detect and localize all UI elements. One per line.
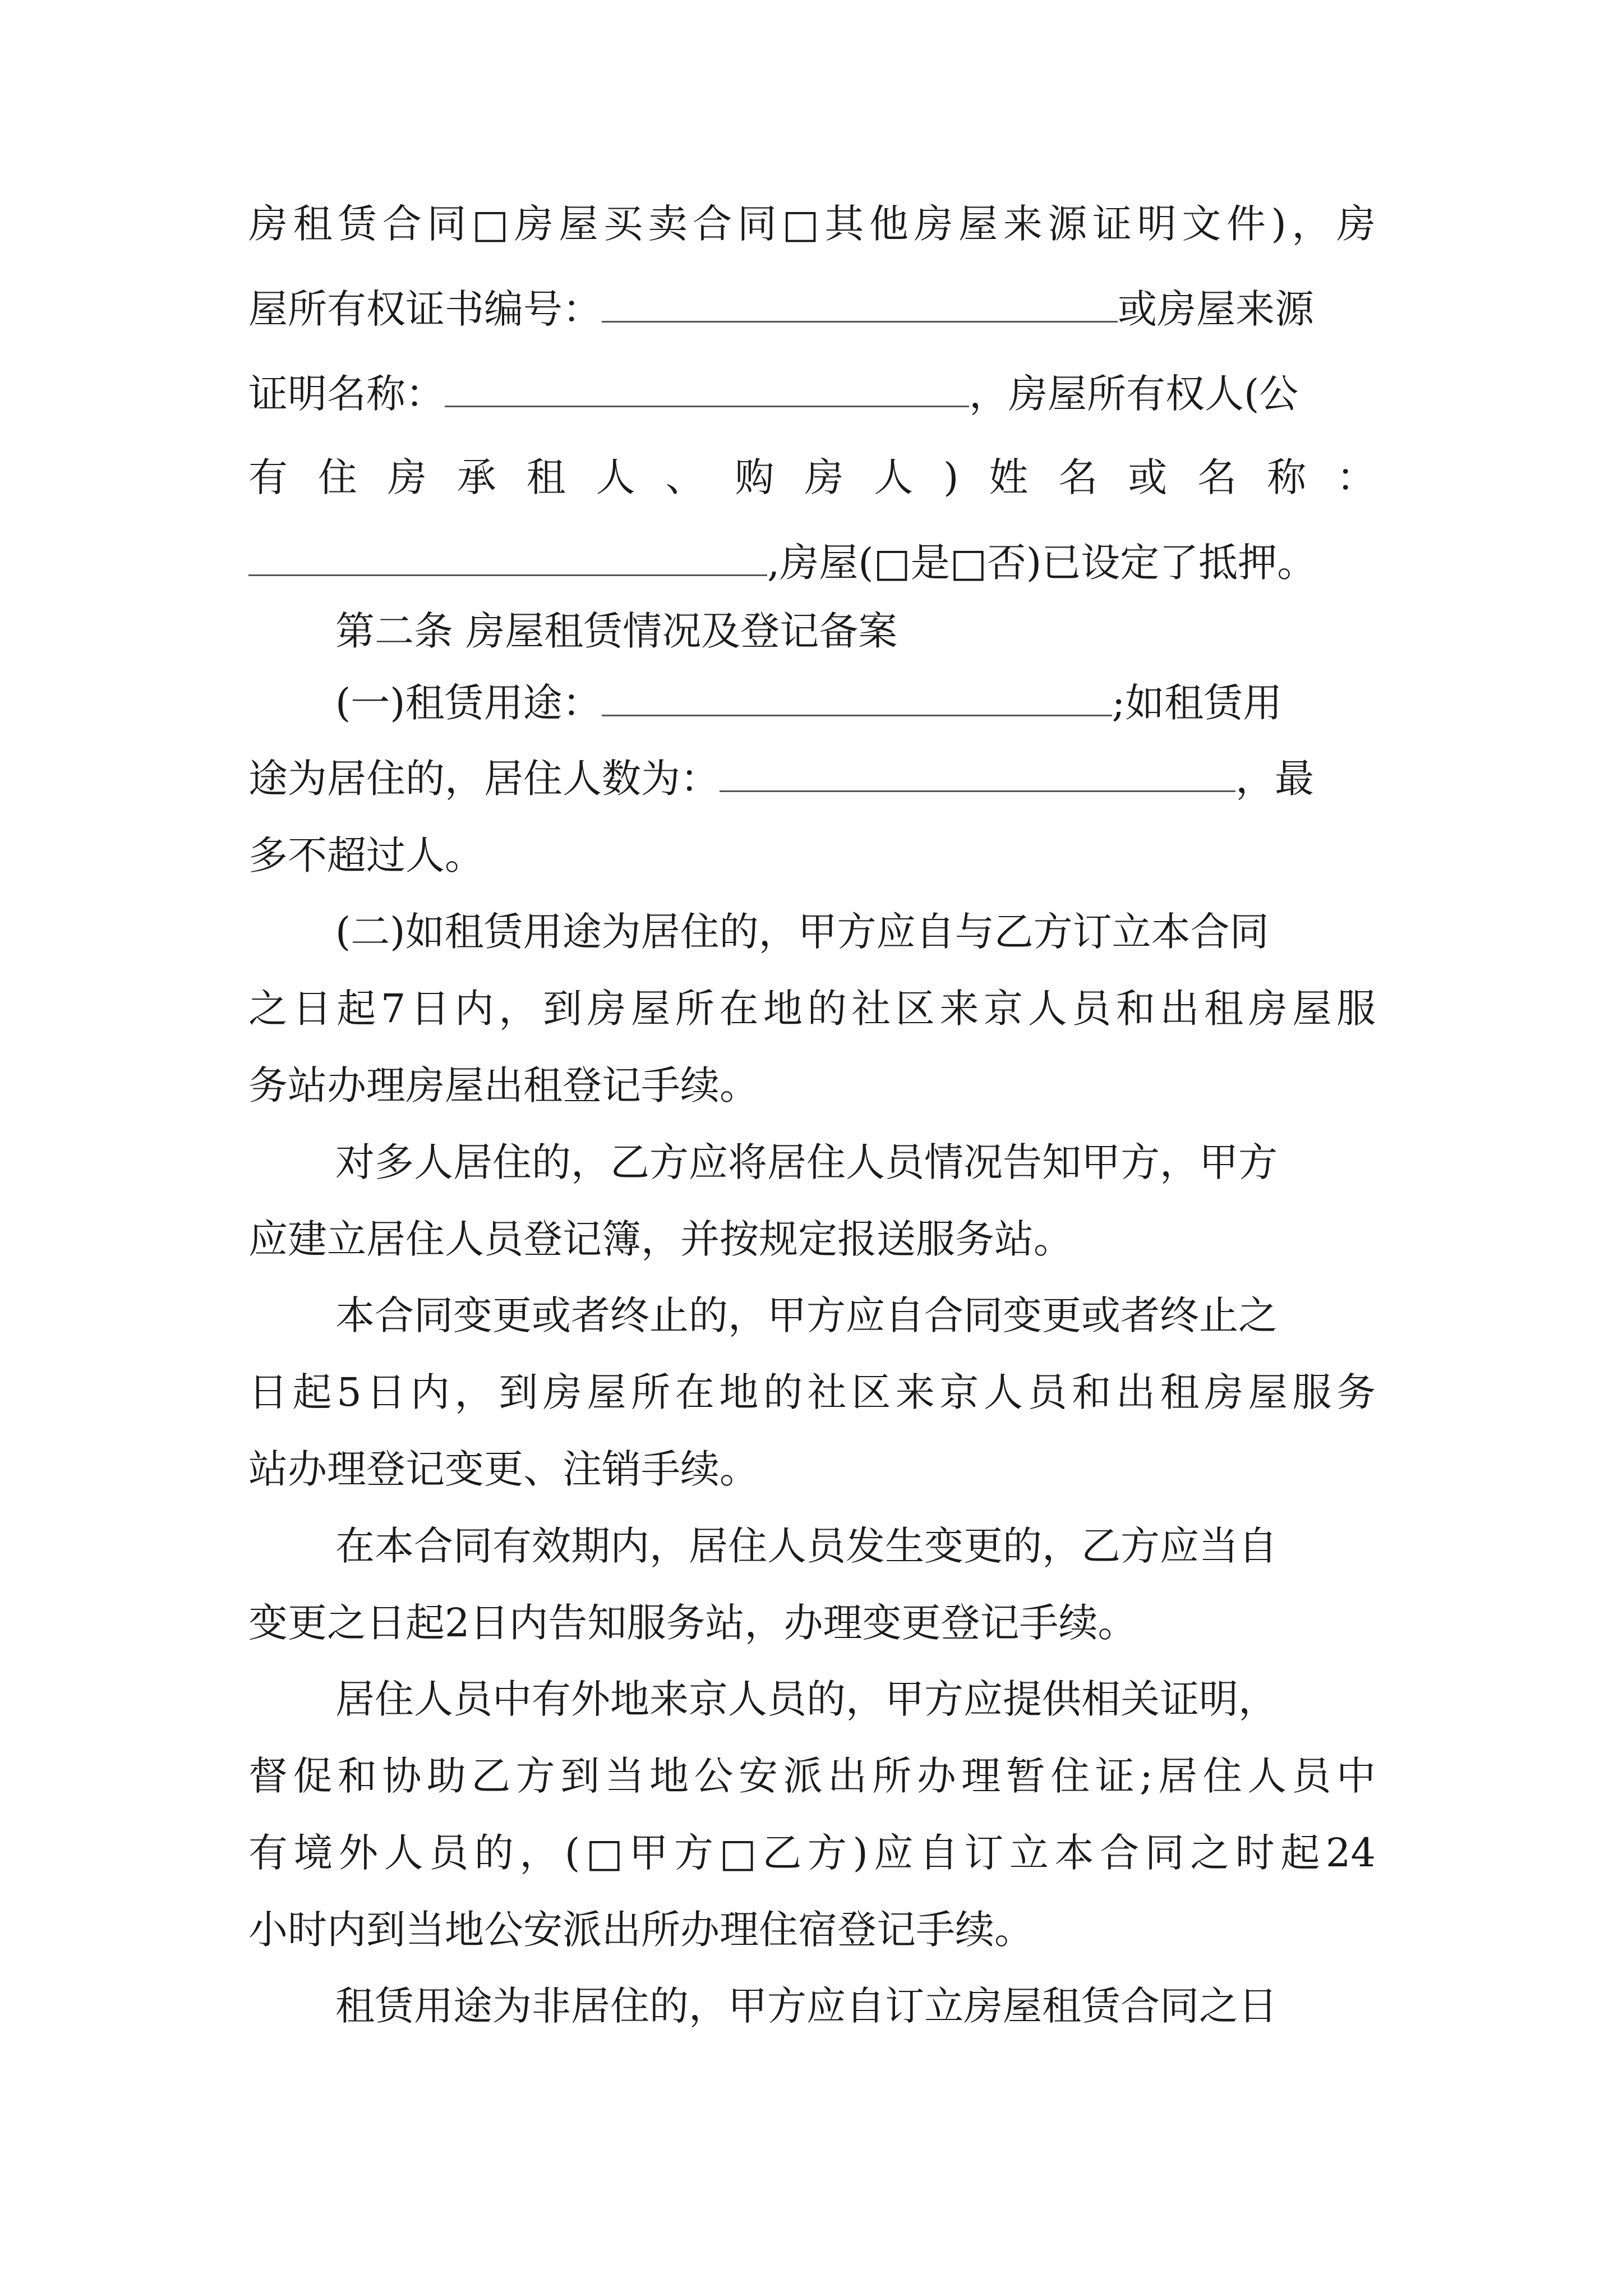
text-line: 在本合同有效期内，居住人员发生变更的，乙方应当自 xyxy=(335,1523,1278,1569)
text-line: 督促和协助乙方到当地公安派出所办理暂住证;居住人员中 xyxy=(248,1753,1376,1799)
text-line: 务站办理房屋出租登记手续。 xyxy=(248,1062,759,1108)
section-heading: 第二条 房屋租赁情况及登记备案 xyxy=(335,608,898,654)
text-line: 途为居住的，居住人数为： ，最 xyxy=(248,751,1314,805)
text-line: 对多人居住的，乙方应将居住人员情况告知甲方，甲方 xyxy=(335,1139,1278,1185)
text-line: 有住房承租人、购房人)姓名或名称： xyxy=(248,454,1376,500)
source-document-name-blank xyxy=(445,366,969,407)
owner-name-blank xyxy=(248,535,767,576)
text-line: 证明名称： ，房屋所有权人(公 xyxy=(248,366,1298,420)
certificate-number-blank xyxy=(602,282,1118,323)
text-line: (二)如租赁用途为居住的，甲方应自与乙方订立本合同 xyxy=(335,909,1269,955)
text-line: 多不超过人。 xyxy=(248,832,484,878)
text-line: 应建立居住人员登记簿，并按规定报送服务站。 xyxy=(248,1216,1073,1262)
text-line: 屋所有权证书编号： 或房屋来源 xyxy=(248,282,1314,335)
text-line: 小时内到当地公安派出所办理住宿登记手续。 xyxy=(248,1907,1034,1953)
occupant-count-blank xyxy=(720,751,1235,792)
text-line: (一)租赁用途： ;如租赁用 xyxy=(335,675,1282,729)
lease-purpose-blank xyxy=(602,675,1112,716)
text-line: 房租赁合同□房屋买卖合同□其他房屋来源证明文件)，房 xyxy=(248,201,1376,247)
text-line: 居住人员中有外地来京人员的，甲方应提供相关证明， xyxy=(335,1676,1278,1722)
text-line: 租赁用途为非居住的，甲方应自订立房屋租赁合同之日 xyxy=(335,1983,1278,2029)
text-line: 本合同变更或者终止的，甲方应自合同变更或者终止之 xyxy=(335,1292,1278,1338)
text-line: ,房屋(□是□否)已设定了抵押。 xyxy=(248,535,1316,589)
text-line: 变更之日起2日内告知服务站，办理变更登记手续。 xyxy=(248,1600,1137,1646)
text-line: 站办理登记变更、注销手续。 xyxy=(248,1446,759,1492)
text-line: 日起5日内，到房屋所在地的社区来京人员和出租房屋服务 xyxy=(248,1369,1376,1415)
text-line: 有境外人员的，(□甲方□乙方)应自订立本合同之时起24 xyxy=(248,1830,1376,1876)
text-line: 之日起7日内，到房屋所在地的社区来京人员和出租房屋服 xyxy=(248,986,1376,1032)
